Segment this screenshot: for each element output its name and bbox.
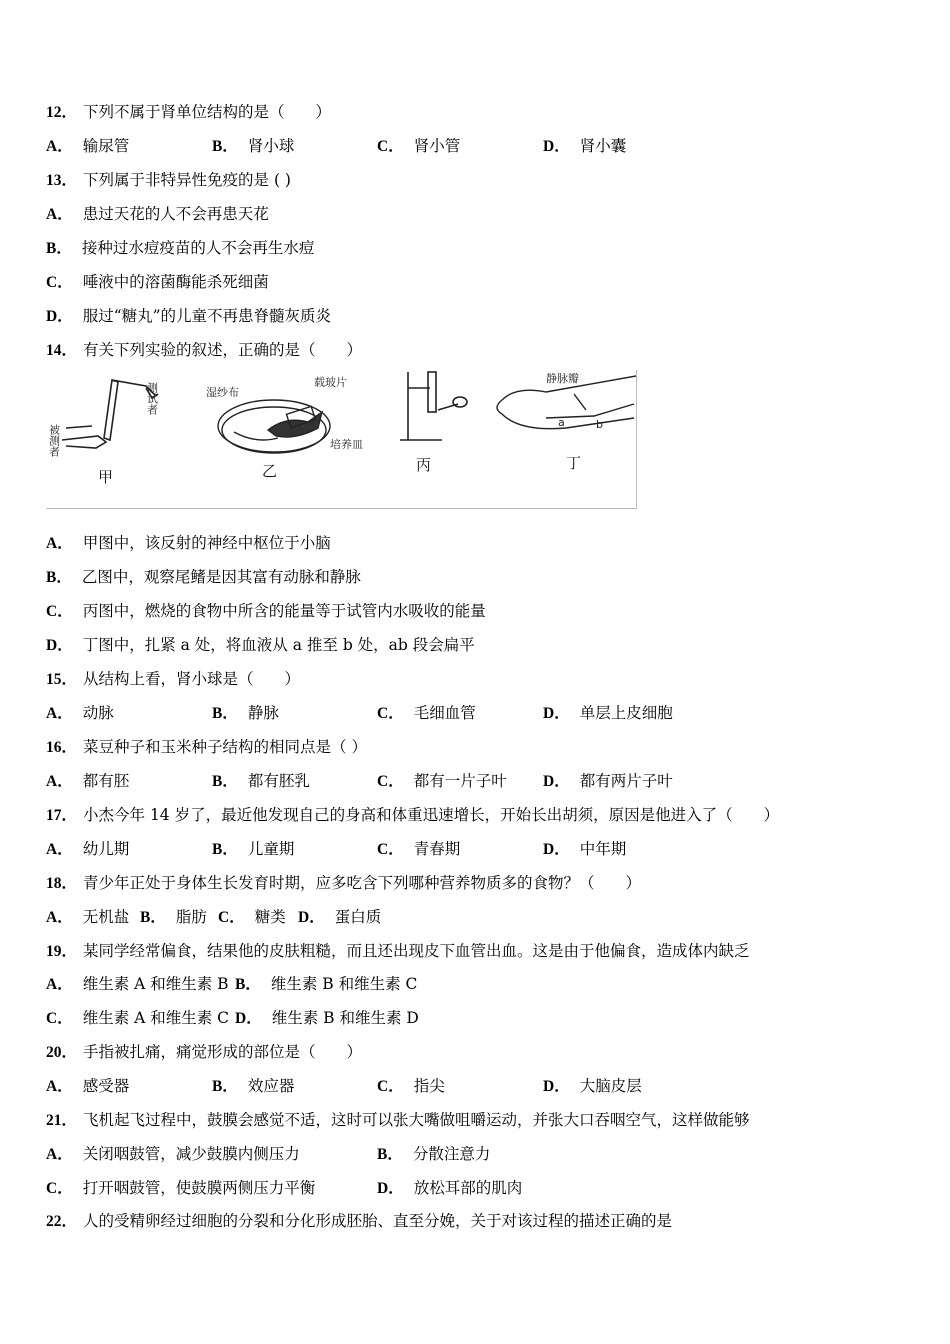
figure-jia-ruler-test (62, 380, 158, 448)
q12-option-a[interactable]: A． 输尿管 (46, 137, 130, 155)
question-21-stem: 21． 飞机起飞过程中，鼓膜会感觉不适，这时可以张大嘴做咀嚼运动，并张大口吞咽空气，这样做能够 (46, 1111, 750, 1129)
q20-option-d[interactable]: D． 大脑皮层 (543, 1077, 642, 1095)
q15-option-c[interactable]: C． 毛细血管 (377, 704, 476, 722)
q15-option-a[interactable]: A． 动脉 (46, 704, 114, 722)
q19-option-c[interactable]: C． 维生素 A 和维生素 C (46, 1009, 230, 1027)
caption-ding: 丁 (566, 454, 582, 472)
valve-pointer (574, 394, 586, 410)
experiment-figure-svg (46, 370, 636, 508)
q17-option-b[interactable]: B． 儿童期 (212, 840, 295, 858)
q18-option-d[interactable]: D． 蛋白质 (298, 908, 382, 926)
question-14-stem: 14． 有关下列实验的叙述，正确的是（ ） (46, 341, 363, 359)
label-vein: 静脉瓣 (546, 372, 579, 385)
q20-option-a[interactable]: A． 感受器 (46, 1077, 130, 1095)
question-16-stem: 16． 菜豆种子和玉米种子结构的相同点是（ ） (46, 738, 367, 756)
q21-option-d[interactable]: D． 放松耳部的肌肉 (377, 1179, 523, 1197)
q20-option-b[interactable]: B． 效应器 (212, 1077, 295, 1095)
q16-option-b[interactable]: B． 都有胚乳 (212, 772, 310, 790)
q21-option-c[interactable]: C． 打开咽鼓管，使鼓膜两侧压力平衡 (46, 1179, 316, 1197)
needle (438, 404, 458, 410)
question-12-stem: 12． 下列不属于肾单位结构的是（ ） (46, 103, 332, 121)
ruler-shape (104, 380, 118, 440)
q13-option-a[interactable]: A． 患过天花的人不会再患天花 (46, 205, 269, 223)
q17-option-a[interactable]: A． 幼儿期 (46, 840, 130, 858)
label-tester: 测试者 (145, 382, 159, 415)
q12-option-b[interactable]: B． 肾小球 (212, 137, 295, 155)
q16-option-a[interactable]: A． 都有胚 (46, 772, 130, 790)
figure-yi-petri-dish (218, 400, 330, 453)
q19-option-d[interactable]: D． 维生素 B 和维生素 D (235, 1009, 419, 1027)
question-17-stem: 17． 小杰今年 14 岁了，最近他发现自己的身高和体重迅速增长，开始长出胡须，原因是他进入了（ ） (46, 806, 780, 824)
q14-option-d[interactable]: D． 丁图中，扎紧 a 处，将血液从 a 推至 b 处，ab 段会扁平 (46, 636, 475, 654)
label-b: b (596, 418, 603, 431)
q13-option-b[interactable]: B． 接种过水痘疫苗的人不会再生水痘 (46, 239, 315, 257)
tested-arm (66, 426, 92, 428)
question-22-stem: 22． 人的受精卵经过细胞的分裂和分化形成胚胎、直至分娩，关于对该过程的描述正确的是 (46, 1212, 673, 1230)
question-20-stem: 20． 手指被扎痛，痛觉形成的部位是（ ） (46, 1043, 363, 1061)
q19-option-b[interactable]: B． 维生素 B 和维生素 C (235, 975, 418, 993)
caption-jia: 甲 (98, 468, 114, 486)
q21-option-b[interactable]: B． 分散注意力 (377, 1145, 491, 1163)
q18-option-c[interactable]: C． 糖类 (218, 908, 286, 926)
q21-option-a[interactable]: A． 关闭咽鼓管，减少鼓膜内侧压力 (46, 1145, 300, 1163)
question-19-stem: 19． 某同学经常偏食，结果他的皮肤粗糙，而且还出现皮下血管出血。这是由于他偏食，造成体内缺乏 (46, 942, 750, 960)
label-tested: 被测者 (47, 424, 61, 457)
hand-shape (497, 400, 502, 414)
question-15-stem: 15． 从结构上看，肾小球是（ ） (46, 670, 301, 688)
q14-option-b[interactable]: B． 乙图中，观察尾鳍是因其富有动脉和静脉 (46, 568, 361, 586)
q14-option-c[interactable]: C． 丙图中，燃烧的食物中所含的能量等于试管内水吸收的能量 (46, 602, 486, 620)
q12-option-c[interactable]: C． 肾小管 (377, 137, 461, 155)
label-slide: 载玻片 (314, 376, 347, 389)
q18-option-a[interactable]: A． 无机盐 (46, 908, 130, 926)
tested-hand (62, 436, 106, 448)
q20-option-c[interactable]: C． 指尖 (377, 1077, 445, 1095)
q14-option-a[interactable]: A． 甲图中，该反射的神经中枢位于小脑 (46, 534, 331, 552)
q15-option-d[interactable]: D． 单层上皮细胞 (543, 704, 673, 722)
label-dish: 培养皿 (330, 438, 363, 451)
figure-bing-calorimeter (400, 372, 467, 440)
q17-option-c[interactable]: C． 青春期 (377, 840, 461, 858)
q13-option-c[interactable]: C． 唾液中的溶菌酶能杀死细菌 (46, 273, 269, 291)
label-a: a (558, 416, 565, 429)
q19-option-a[interactable]: A． 维生素 A 和维生素 B (46, 975, 229, 993)
test-tube (428, 372, 436, 412)
question-18-stem: 18． 青少年正处于身体生长发育时期，应多吃含下列哪种营养物质多的食物？（ ） (46, 874, 642, 892)
q13-option-d[interactable]: D． 服过“糖丸”的儿童不再患脊髓灰质炎 (46, 307, 332, 325)
q18-option-b[interactable]: B． 脂肪 (140, 908, 207, 926)
label-gauze: 湿纱布 (206, 386, 239, 399)
caption-bing: 丙 (416, 456, 432, 474)
caption-yi: 乙 (262, 462, 278, 480)
q17-option-d[interactable]: D． 中年期 (543, 840, 627, 858)
experiment-figure (46, 370, 637, 509)
q15-option-b[interactable]: B． 静脉 (212, 704, 279, 722)
q16-option-d[interactable]: D． 都有两片子叶 (543, 772, 673, 790)
q12-option-d[interactable]: D． 肾小囊 (543, 137, 627, 155)
arm-lower-edge (502, 414, 634, 429)
question-13-stem: 13． 下列属于非特异性免疫的是 ( ) (46, 171, 291, 189)
q16-option-c[interactable]: C． 都有一片子叶 (377, 772, 507, 790)
